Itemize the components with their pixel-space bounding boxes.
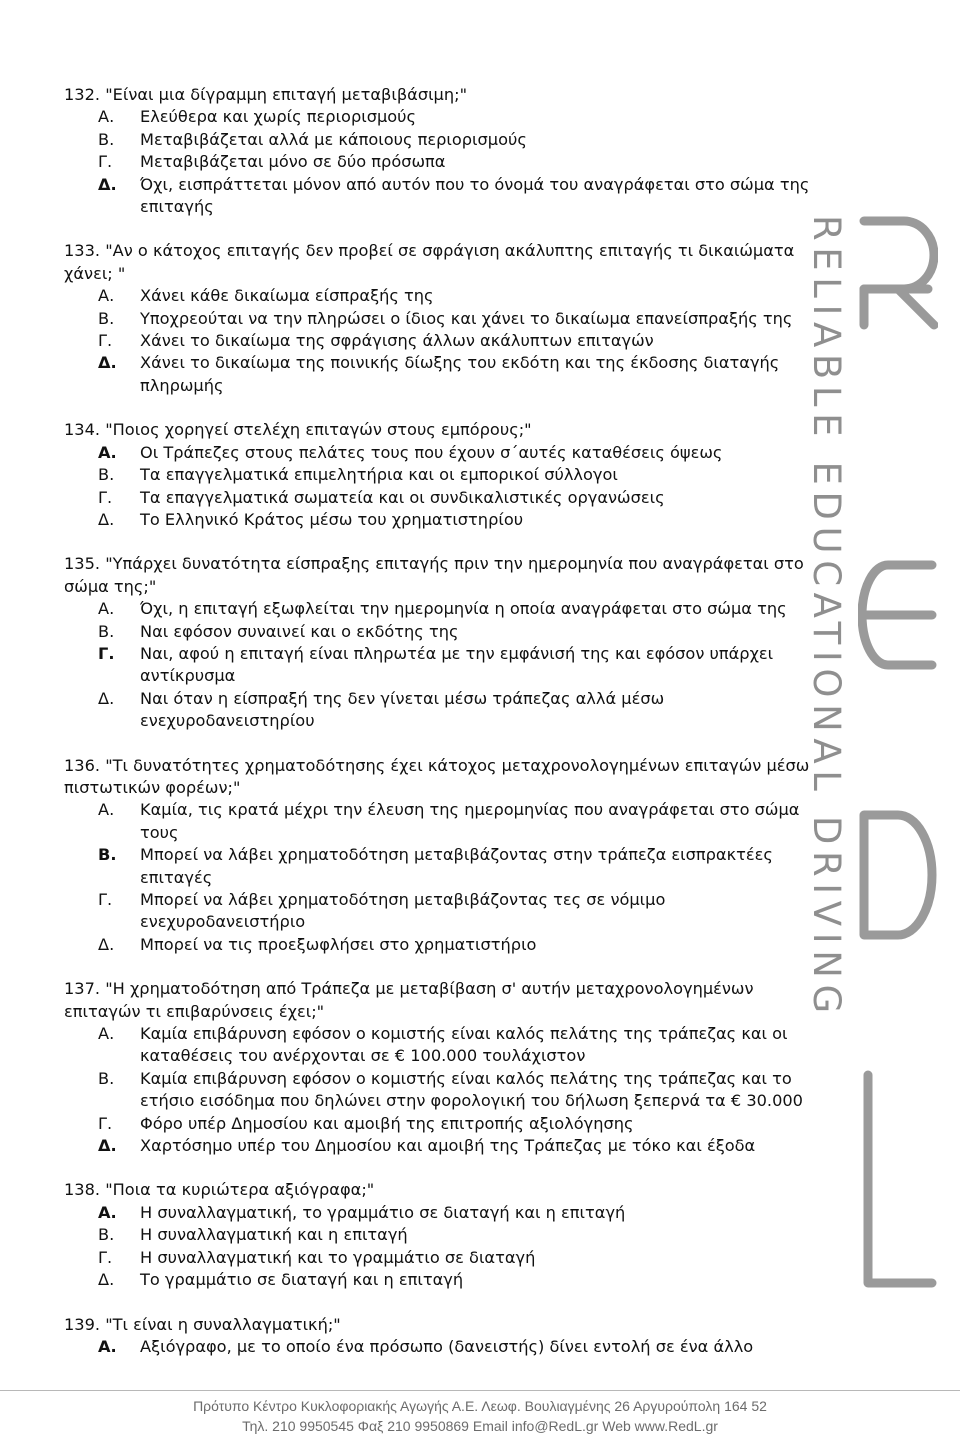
option-text: Χάνει το δικαίωμα της ποινικής δίωξης του εκδότη και της έκδοσης διαταγής πληρωμής [140, 353, 780, 395]
option-a [64, 1202, 824, 1224]
question-text: 139. "Τι είναι η συναλλαγματική;" [64, 1314, 341, 1334]
option-letter: Γ. [98, 1113, 113, 1133]
option-text: Ελεύθερα και χωρίς περιορισμούς [140, 107, 417, 127]
question-text: 136. "Τι δυνατότητες χρηματοδότησης έχει κάτοχος μεταχρονολογημένων επιταγών μέσω πιστωτικών φορέων;" [64, 755, 810, 797]
option-b [64, 308, 824, 330]
option-text: Μεταβιβάζεται μόνο σε δύο πρόσωπα [140, 152, 446, 172]
option-text: Το γραμμάτιο σε διαταγή και η επιταγή [140, 1270, 464, 1290]
option-text: Μεταβιβάζεται αλλά με κάποιους περιορισμούς [140, 129, 527, 149]
option-text: Οι Τράπεζες στους πελάτες τους που έχουν σ΄αυτές καταθέσεις όψεως [140, 442, 723, 462]
question-139 [64, 1314, 824, 1359]
option-letter: Δ. [98, 509, 115, 529]
redl-logo-icon [858, 215, 938, 1290]
option-c [64, 1247, 824, 1269]
option-text: Χαρτόσημο υπέρ του Δημοσίου και αμοιβή της Τράπεζας με τόκο και έξοδα [140, 1136, 756, 1156]
option-text: Όχι, η επιταγή εξωφλείται την ημερομηνία η οποία αναγράφεται στο σώμα της [140, 599, 787, 619]
option-c [64, 151, 824, 173]
option-b [64, 1068, 824, 1113]
question-text: 134. "Ποιος χορηγεί στελέχη επιταγών στους εμπόρους;" [64, 420, 532, 440]
option-b [64, 844, 824, 889]
option-d [64, 934, 824, 956]
option-text: Ναι, αφού η επιταγή είναι πληρωτέα με την εμφάνισή της και εφόσον υπάρχει αντίκρυσμα [140, 643, 774, 686]
question-136 [64, 755, 824, 957]
option-text: Υποχρεούται να την πληρώσει ο ίδιος και χάνει το δικαίωμα επανείσπραξής της [140, 308, 793, 328]
option-letter: Β. [98, 1225, 115, 1245]
option-text: Όχι, εισπράττεται μόνον από αυτόν που το όνομά του αναγράφεται στο σώμα της επιταγής [140, 174, 810, 217]
question-132 [64, 84, 824, 218]
option-text: Τα επαγγελματικά σωματεία και οι συνδικαλιστικές οργανώσεις [140, 487, 665, 507]
option-letter: Α. [98, 442, 117, 462]
option-letter: Β. [98, 845, 117, 865]
option-letter: Δ. [98, 934, 115, 954]
option-letter: Α. [98, 107, 115, 127]
option-letter: Γ. [98, 331, 113, 351]
option-text: Φόρο υπέρ Δημοσίου και αμοιβή της επιτροπής αξιολόγησης [140, 1113, 634, 1133]
footer-divider [0, 1390, 960, 1391]
option-c [64, 1113, 824, 1135]
option-letter: Β. [98, 129, 115, 149]
option-text: Τα επαγγελματικά επιμελητήρια και οι εμπορικοί σύλλογοι [140, 465, 618, 485]
option-a [64, 1336, 824, 1358]
question-text: 137. "Η χρηματοδότηση από Τράπεζα με μεταβίβαση σ' αυτήν μεταχρονολογημένων επιταγών τι επιβαρύνσεις έχει;" [64, 979, 754, 1021]
option-letter: Β. [98, 1068, 115, 1088]
option-b [64, 1224, 824, 1246]
option-letter: Δ. [98, 353, 117, 373]
option-d [64, 1269, 824, 1291]
option-letter: Δ. [98, 1136, 117, 1156]
option-d [64, 174, 824, 219]
footer [0, 1396, 960, 1436]
option-a [64, 598, 824, 620]
option-c [64, 643, 824, 688]
option-letter: Γ. [98, 152, 113, 172]
option-text: Καμία, τις κρατά μέχρι την έλευση της ημερομηνίας που αναγράφεται στο σώμα τους [140, 800, 800, 842]
option-text: Ναι εφόσον συναινεί και ο εκδότης της [140, 621, 459, 641]
option-letter: Α. [98, 286, 115, 306]
option-letter: Α. [98, 599, 115, 619]
option-d [64, 1135, 824, 1157]
option-text: Το Ελληνικό Κράτος μέσω του χρηματιστηρίου [140, 509, 524, 529]
option-a [64, 1023, 824, 1068]
option-letter: Α. [98, 1336, 117, 1356]
option-letter: Γ. [98, 1247, 113, 1267]
option-letter: Α. [98, 1202, 117, 1222]
option-text: Χάνει το δικαίωμα της σφράγισης άλλων ακάλυπτων επιταγών [140, 331, 654, 351]
option-text: Καμία επιβάρυνση εφόσον ο κομιστής είναι καλός πελάτης της τράπεζας και οι καταθέσεις του ανέρχονται σε € 100.000 τουλάχιστον [140, 1024, 788, 1066]
option-d [64, 688, 824, 733]
question-135 [64, 553, 824, 732]
question-137 [64, 978, 824, 1157]
option-c [64, 889, 824, 934]
question-138 [64, 1179, 824, 1291]
option-text: Αξιόγραφο, με το οποίο ένα πρόσωπο (δανειστής) δίνει εντολή σε ένα άλλο [140, 1336, 754, 1356]
option-text: Καμία επιβάρυνση εφόσον ο κομιστής είναι καλός πελάτης της τράπεζας και το ετήσιο εισόδημα που δηλώνει στην φορολογική του δήλωση ξεπερνά τα € 30.000 [140, 1068, 803, 1111]
option-letter: Δ. [98, 174, 117, 194]
option-text: Ναι όταν η είσπραξή της δεν γίνεται μέσω τράπεζας αλλά μέσω ενεχυροδανειστηρίου [140, 688, 665, 731]
option-text: Χάνει κάθε δικαίωμα είσπραξής της [140, 286, 434, 306]
option-letter: Α. [98, 1024, 115, 1044]
question-list [64, 84, 824, 1380]
option-text: Μπορεί να λάβει χρηματοδότηση μεταβιβάζοντας στην τράπεζα εισπρακτέες επιταγές [140, 845, 773, 887]
option-a [64, 106, 824, 128]
option-d [64, 509, 824, 531]
option-letter: Β. [98, 621, 115, 641]
footer-contact: Τηλ. 210 9950545 Φαξ 210 9950869 Email info@RedL.gr Web www.RedL.gr [242, 1418, 718, 1434]
option-a [64, 442, 824, 464]
side-tagline-text: RELIABLE EDUCATIONAL DRIVING [805, 215, 848, 1020]
option-c [64, 487, 824, 509]
footer-address: Πρότυπο Κέντρο Κυκλοφοριακής Αγωγής Α.Ε. Λεωφ. Βουλιαγμένης 26 Αργυρούπολη 164 52 [193, 1398, 767, 1414]
option-letter: Γ. [98, 643, 115, 663]
option-letter: Α. [98, 800, 115, 820]
option-letter: Β. [98, 465, 115, 485]
question-134 [64, 419, 824, 531]
option-d [64, 352, 824, 397]
question-text: 133. "Αν ο κάτοχος επιταγής δεν προβεί σε σφράγιση ακάλυπτης επιταγής τι δικαιώματα χάνει; " [64, 241, 795, 283]
option-c [64, 330, 824, 352]
option-letter: Γ. [98, 487, 113, 507]
question-133 [64, 240, 824, 397]
option-a [64, 285, 824, 307]
option-text: Μπορεί να τις προεξωφλήσει στο χρηματιστήριο [140, 934, 537, 954]
question-text: 135. "Υπάρχει δυνατότητα είσπραξης επιταγής πριν την ημερομηνία που αναγράφεται στο σώμα της;" [64, 554, 804, 596]
option-b [64, 129, 824, 151]
option-text: Μπορεί να λάβει χρηματοδότηση μεταβιβάζοντας τες σε νόμιμο ενεχυροδανειστήριο [140, 890, 666, 932]
option-letter: Γ. [98, 890, 113, 909]
option-b [64, 621, 824, 643]
question-text: 132. "Είναι μια δίγραμμη επιταγή μεταβιβάσιμη;" [64, 85, 468, 104]
option-a [64, 799, 824, 844]
option-letter: Β. [98, 308, 115, 328]
question-text: 138. "Ποια τα κυριώτερα αξιόγραφα;" [64, 1180, 375, 1200]
option-text: Η συναλλαγματική και η επιταγή [140, 1225, 408, 1245]
option-letter: Δ. [98, 1270, 115, 1290]
option-letter: Δ. [98, 688, 115, 708]
option-b [64, 464, 824, 486]
option-text: Η συναλλαγματική, το γραμμάτιο σε διαταγή και η επιταγή [140, 1202, 626, 1222]
option-text: Η συναλλαγματική και το γραμμάτιο σε διαταγή [140, 1247, 536, 1267]
